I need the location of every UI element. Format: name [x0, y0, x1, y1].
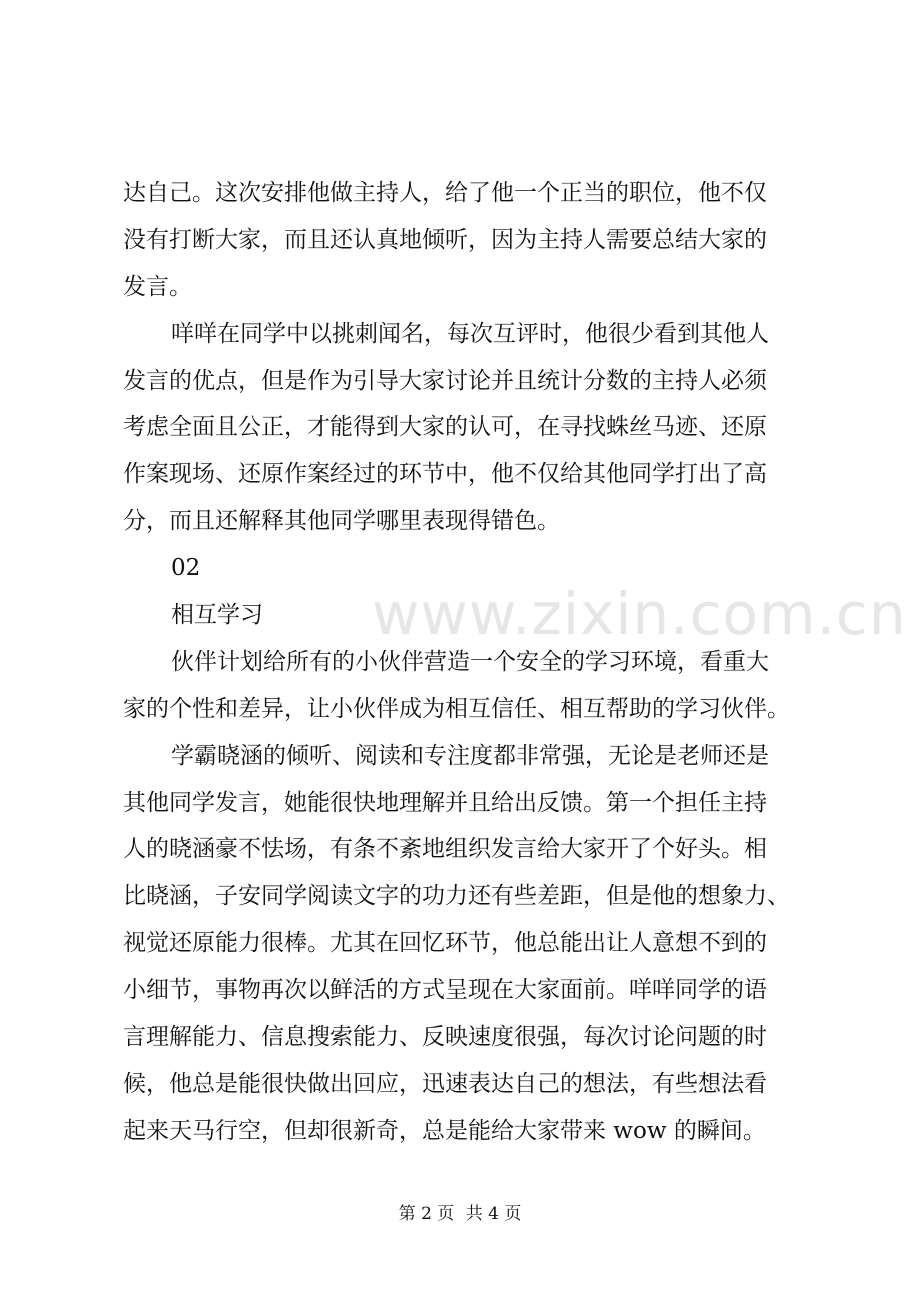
page-number: 第 2 页	[398, 1204, 455, 1224]
paragraph-line: 发言的优点，但是作为引导大家讨论并且统计分数的主持人必须	[123, 367, 767, 394]
page-footer	[0, 1202, 920, 1226]
paragraph-line: 候，他总是能很快做出回应，迅速表达自己的想法，有些想法看	[123, 1070, 767, 1097]
paragraph-line: 比晓涵，子安同学阅读文字的功力还有些差距，但是他的想象力、	[123, 883, 790, 910]
paragraph-line: 家的个性和差异，让小伙伴成为相互信任、相互帮助的学习伙伴。	[123, 695, 790, 722]
paragraph-line: 学霸晓涵的倾听、阅读和专注度都非常强，无论是老师还是	[171, 742, 769, 769]
paragraph-line: 发言。	[123, 273, 192, 300]
paragraph-line: 伙伴计划给所有的小伙伴营造一个安全的学习环境，看重大	[171, 648, 769, 675]
paragraph-line: 小细节，事物再次以鲜活的方式呈现在大家面前。咩咩同学的语	[123, 977, 767, 1004]
paragraph-line: 其他同学发言，她能很快地理解并且给出反馈。第一个担任主持	[123, 789, 767, 816]
paragraph-line: 视觉还原能力很棒。尤其在回忆环节，他总能出让人意想不到的	[123, 930, 767, 957]
paragraph-line: 人的晓涵豪不怯场，有条不紊地组织发言给大家开了个好头。相	[123, 836, 767, 863]
paragraph-line: 分，而且还解释其他同学哪里表现得错色。	[123, 508, 560, 535]
watermark: www.zixin.com.cn	[372, 580, 907, 648]
document-body	[123, 170, 813, 1155]
paragraph-line: 考虑全面且公正，才能得到大家的认可，在寻找蛛丝马迹、还原	[123, 414, 767, 441]
page-total: 共 4 页	[465, 1204, 522, 1224]
section-heading: 相互学习	[171, 602, 263, 629]
paragraph-line: 作案现场、还原作案经过的环节中，他不仅给其他同学打出了高	[123, 461, 767, 488]
paragraph-line: 没有打断大家，而且还认真地倾听，因为主持人需要总结大家的	[123, 226, 767, 253]
paragraph-line: 起来天马行空，但却很新奇，总是能给大家带来 wow 的瞬间。	[123, 1117, 766, 1144]
paragraph-line: 达自己。这次安排他做主持人，给了他一个正当的职位，他不仅	[123, 180, 767, 206]
paragraph-line: 言理解能力、信息搜索能力、反映速度很强，每次讨论问题的时	[123, 1024, 767, 1051]
section-number: 02	[171, 555, 201, 582]
paragraph-line: 咩咩在同学中以挑刺闻名，每次互评时，他很少看到其他人	[171, 320, 769, 347]
